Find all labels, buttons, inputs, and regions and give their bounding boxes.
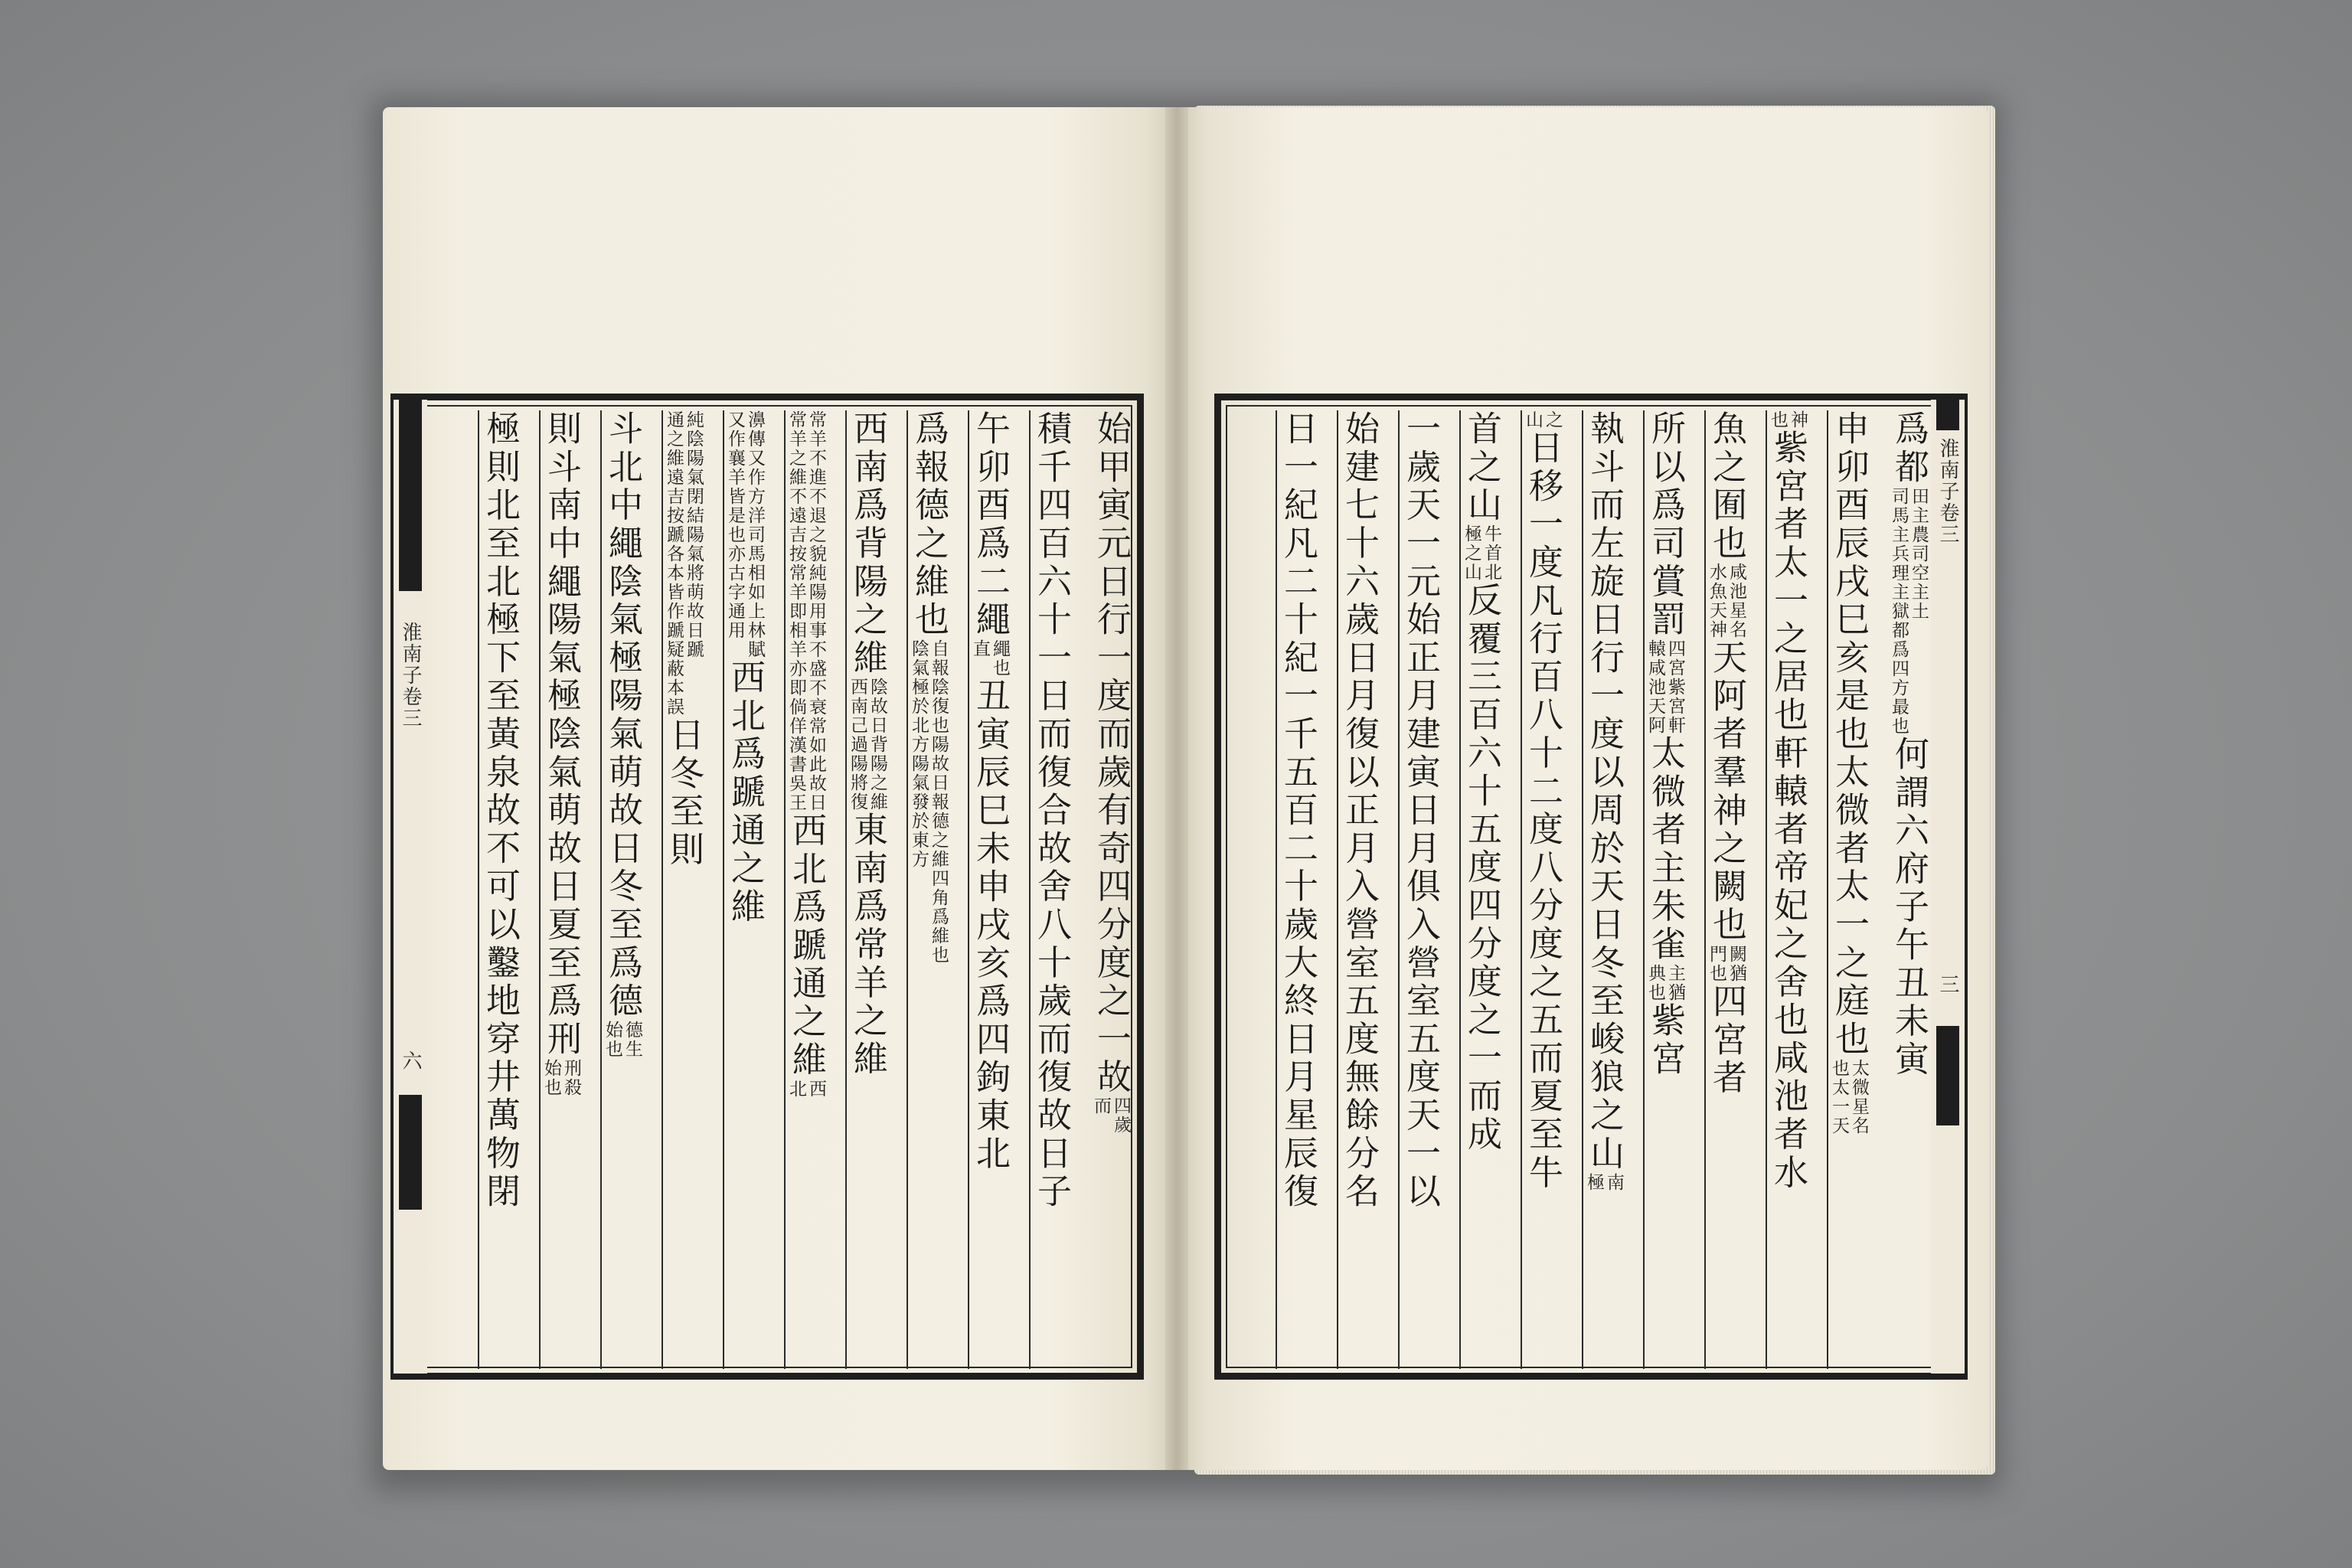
main-text: 則斗南中繩陽氣極陰氣萌故日夏至爲刑	[541, 410, 582, 1059]
commentary-pair	[1707, 563, 1746, 639]
commentary-text: 繩也	[990, 639, 1010, 678]
commentary-text: 咸池星名	[1726, 563, 1746, 640]
book-gutter	[1165, 107, 1188, 1470]
main-text: 極則北至北極下至黃泉故不可以鑿地穿井萬物閉	[480, 410, 521, 1211]
commentary-text: 陰故日背陽之維	[867, 677, 887, 812]
text-column	[968, 410, 1011, 1369]
commentary-text: 南	[1604, 1173, 1624, 1192]
main-text: 魚之囿也	[1707, 410, 1747, 564]
text-column	[1276, 410, 1318, 1369]
text-column	[1337, 410, 1380, 1369]
main-text: 執斗而左旋日行一度以周於天日冬至峻狼之山	[1584, 410, 1625, 1173]
commentary-text: 極	[1584, 1173, 1604, 1192]
commentary-text: 門也	[1707, 944, 1726, 983]
commentary-text: 刑殺	[561, 1058, 581, 1097]
commentary-pair	[1707, 945, 1746, 983]
main-text: 何謂六府子午丑未寅	[1889, 735, 1929, 1079]
commentary-text: 西	[806, 1079, 826, 1099]
text-column	[1090, 410, 1132, 1369]
main-text: 反覆三百六十五度四分度之一而成	[1462, 582, 1502, 1155]
main-text: 太微者主朱雀	[1645, 734, 1686, 964]
text-column	[662, 410, 704, 1369]
main-text: 一歲天一元始正月建寅日月俱入營室五度天一以	[1400, 410, 1441, 1211]
fold-black-block-bottom	[1936, 1026, 1959, 1125]
commentary-text: 直	[970, 639, 990, 658]
commentary-pair	[786, 1080, 826, 1099]
commentary-text: 德生	[622, 1020, 642, 1059]
main-text: 西北爲蹏通之維	[786, 812, 827, 1080]
commentary-text: 極之山	[1462, 524, 1481, 583]
commentary-text: 又作襄羊皆是也亦古字通用	[725, 410, 745, 640]
main-text: 斗北中繩陰氣極陽氣萌故日冬至爲德	[603, 410, 643, 1021]
commentary-text: 常羊不進不退之貌純陽用事不盛不衰常如此故日	[806, 410, 826, 812]
commentary-pair	[786, 410, 826, 812]
commentary-pair	[725, 410, 765, 659]
main-text: 首之山	[1462, 410, 1502, 525]
fold-black-block-top	[1936, 400, 1959, 430]
commentary-pair	[1829, 1059, 1869, 1135]
text-column	[906, 410, 949, 1369]
text-column	[1888, 410, 1929, 1369]
right-fold-center	[1931, 400, 1965, 1374]
text-column	[1643, 410, 1686, 1369]
commentary-text: 也	[1768, 410, 1788, 430]
commentary-text: 牛首北	[1481, 524, 1501, 583]
commentary-pair	[1645, 639, 1685, 735]
commentary-pair	[541, 1059, 581, 1097]
commentary-text: 闕猶	[1726, 944, 1746, 983]
commentary-text: 陰氣極於北方陽氣發於東方	[909, 639, 929, 869]
commentary-pair	[664, 410, 704, 717]
commentary-pair	[1462, 524, 1501, 582]
main-text: 紫宮	[1645, 1001, 1686, 1079]
commentary-text: 西南己過陽將復	[848, 677, 867, 812]
commentary-text: 典也	[1645, 963, 1665, 1002]
fold-title: 淮南子卷三	[399, 622, 422, 729]
commentary-text: 常羊之維不遠吉按常羊即相羊亦即倘佯漢書吳王	[786, 410, 806, 812]
fold-page-number: 六	[399, 1050, 422, 1072]
commentary-pair	[848, 678, 887, 812]
commentary-text: 北	[786, 1079, 806, 1099]
commentary-text: 純陰陽氣閉結陽氣將萌故日蹏	[684, 410, 704, 659]
text-column	[1521, 410, 1563, 1369]
main-text: 積千四百六十一日而復合故舍八十歲而復故日子	[1031, 410, 1072, 1211]
commentary-pair	[909, 639, 949, 965]
main-text: 午卯酉爲二繩	[970, 410, 1011, 639]
commentary-pair	[1768, 410, 1808, 430]
commentary-text: 自報陰復也陽故日報德之維四角爲維也	[929, 639, 949, 965]
main-text: 東南爲常羊之維	[848, 811, 888, 1079]
main-text: 日移一度凡行百八十二度八分度之五而夏至牛	[1523, 430, 1563, 1192]
fold-title: 淮南子卷三	[1936, 438, 1959, 545]
text-column	[1766, 410, 1808, 1369]
main-text: 申卯酉辰戌巳亥是也太微者太一之庭也	[1829, 410, 1870, 1059]
commentary-text: 四宮紫宮軒	[1665, 639, 1685, 735]
commentary-pair	[1584, 1173, 1624, 1192]
commentary-text: 太微星名	[1849, 1058, 1869, 1135]
main-text: 日冬至則	[664, 717, 704, 870]
commentary-pair	[1645, 964, 1685, 1002]
main-text: 天阿者羣神之闕也	[1707, 639, 1747, 945]
main-text: 日一紀凡二十紀一千五百二十歲大終日月星辰復	[1278, 410, 1318, 1211]
commentary-pair	[1523, 410, 1563, 430]
commentary-text: 山	[1523, 410, 1543, 430]
fold-page-number: 三	[1936, 974, 1959, 995]
text-column	[1398, 410, 1441, 1369]
fold-black-block-bottom	[399, 1095, 422, 1210]
main-text: 西南爲背陽之維	[848, 410, 888, 678]
text-column	[478, 410, 521, 1369]
main-text: 四宮者	[1707, 982, 1747, 1098]
commentary-text: 通之維遠吉按蹏各本皆作蹏疑蔽本誤	[664, 410, 684, 717]
main-text: 始甲寅元日行一度而歲有奇四分度之一故	[1091, 410, 1132, 1097]
commentary-text: 始也	[603, 1020, 622, 1059]
text-column	[1459, 410, 1502, 1369]
commentary-pair	[1091, 1096, 1131, 1135]
main-text: 西北爲蹏通之維	[725, 659, 766, 926]
text-column	[1582, 410, 1625, 1369]
text-column	[723, 410, 766, 1369]
commentary-text: 神	[1788, 410, 1808, 430]
commentary-text: 始也	[541, 1058, 561, 1097]
text-column	[1029, 410, 1072, 1369]
main-text: 丑寅辰巳未申戌亥爲四鉤東北	[970, 677, 1011, 1174]
commentary-text: 轅咸池天阿	[1645, 639, 1665, 735]
commentary-pair	[603, 1021, 642, 1059]
commentary-pair	[1889, 487, 1929, 736]
main-text: 爲報德之維也	[909, 410, 949, 639]
commentary-text: 也太一天	[1829, 1058, 1849, 1135]
commentary-text: 水魚天神	[1707, 563, 1726, 640]
commentary-text: 濞傳又作方洋司馬相如上林賦	[745, 410, 765, 659]
text-column	[1827, 410, 1870, 1369]
commentary-text: 四歲	[1111, 1096, 1131, 1135]
commentary-text: 而	[1091, 1096, 1111, 1116]
commentary-pair	[970, 639, 1010, 678]
text-column	[539, 410, 582, 1369]
main-text: 紫宮者太一之居也軒轅者帝妃之舍也咸池者水	[1768, 430, 1808, 1192]
commentary-text: 田主農司空主土	[1909, 486, 1929, 621]
commentary-text: 司馬主兵理主獄都爲四方最也	[1889, 486, 1909, 736]
main-text: 爲都	[1889, 410, 1929, 487]
text-column	[784, 410, 827, 1369]
text-column	[845, 410, 888, 1369]
left-fold-center	[394, 400, 427, 1374]
text-column	[1704, 410, 1747, 1369]
main-text: 所以爲司賞罰	[1645, 410, 1686, 639]
commentary-text: 主猶	[1665, 963, 1685, 1002]
fold-black-block-top	[399, 400, 422, 591]
text-column	[600, 410, 643, 1369]
main-text: 始建七十六歲日月復以正月入營室五度無餘分名	[1339, 410, 1380, 1211]
commentary-text: 之	[1543, 410, 1563, 430]
